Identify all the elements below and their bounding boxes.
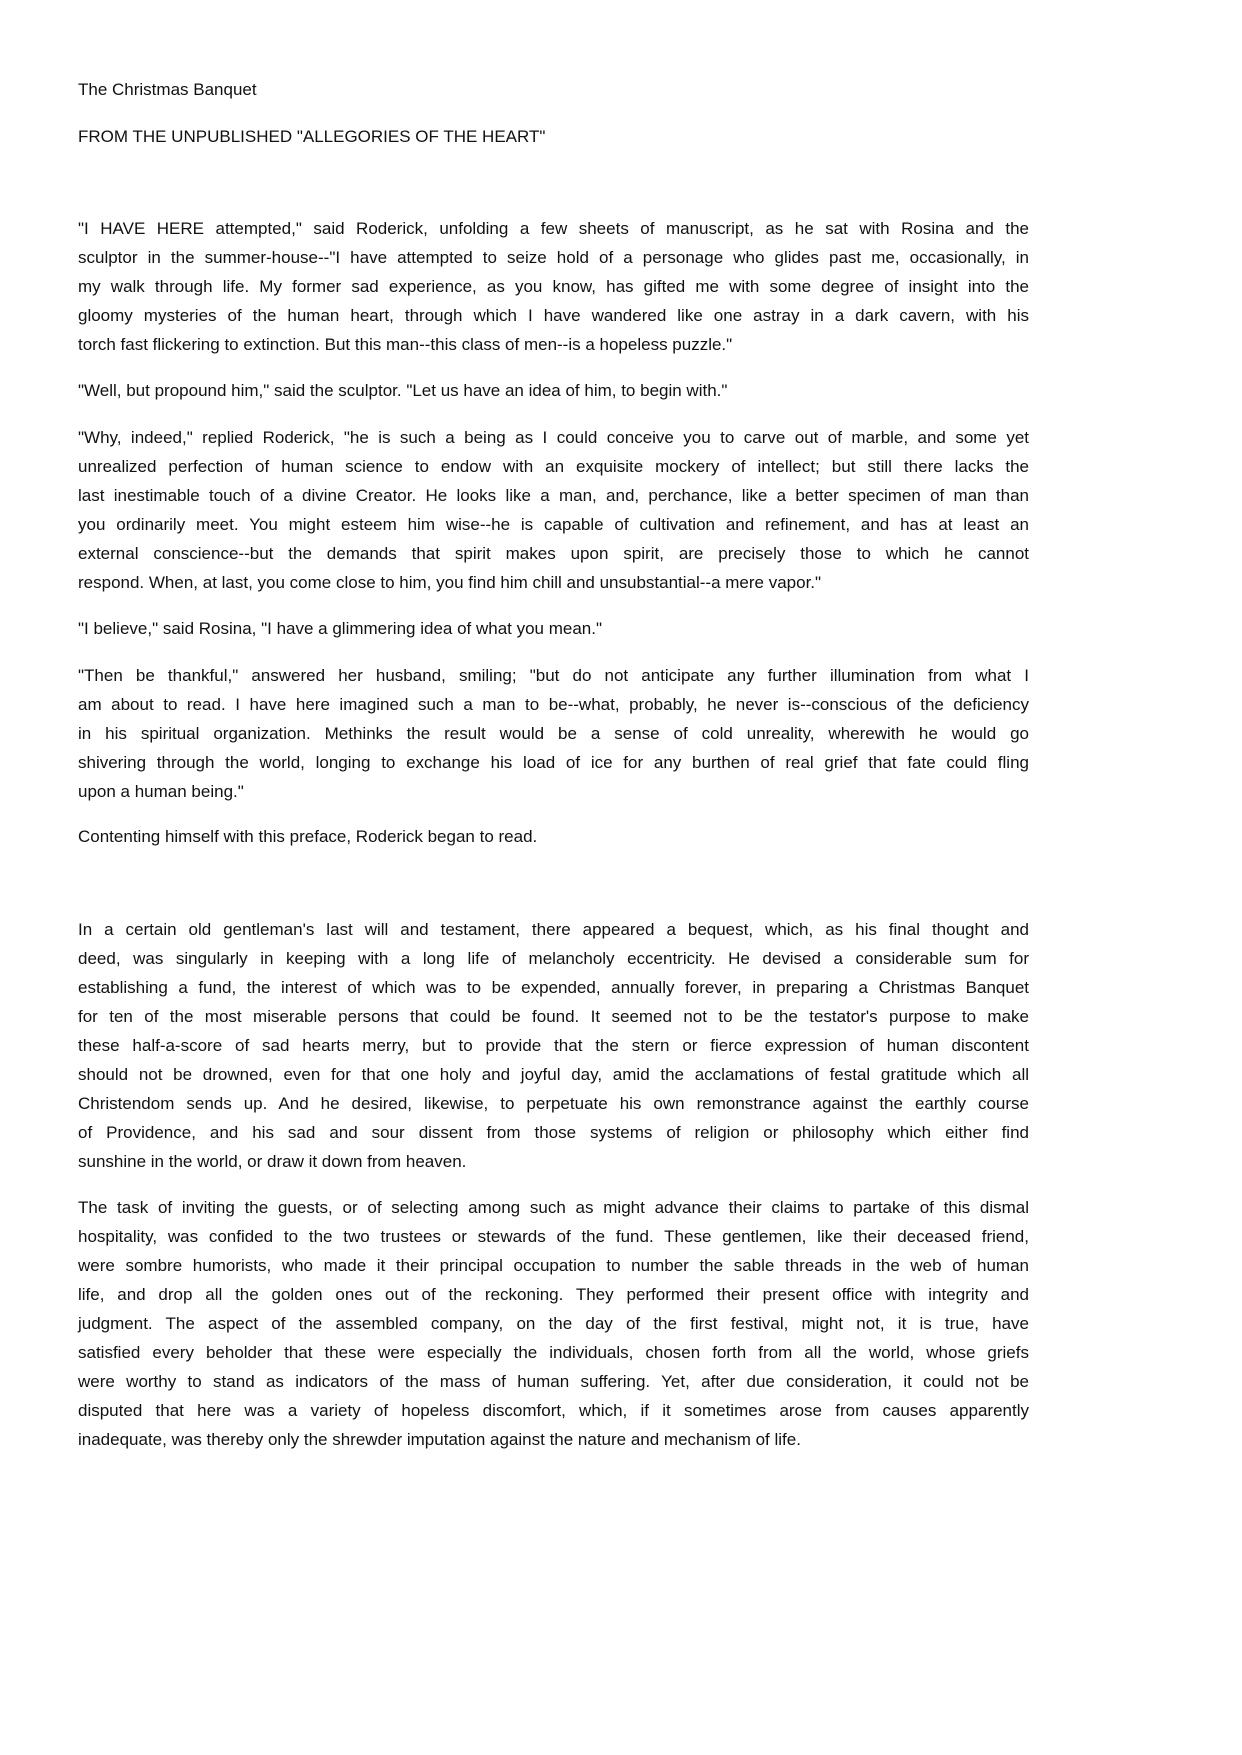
paragraph-line: my walk through life. My former sad experience, as you know, has gifted me with some degree of insight into the <box>78 277 1029 296</box>
document-title: The Christmas Banquet <box>78 80 257 99</box>
paragraph-line: these half-a-score of sad hearts merry, but to provide that the stern or fierce expression of human discontent <box>78 1036 1029 1055</box>
paragraph-line: judgment. The aspect of the assembled company, on the day of the first festival, might not, it is true, have <box>78 1314 1029 1333</box>
paragraph-line: "Why, indeed," replied Roderick, "he is such a being as I could conceive you to carve out of marble, and some yet <box>78 428 1029 447</box>
paragraph-line: life, and drop all the golden ones out of the reckoning. They performed their present office with integrity and <box>78 1285 1029 1304</box>
paragraph-line: disputed that here was a variety of hopeless discomfort, which, if it sometimes arose from causes apparently <box>78 1401 1029 1420</box>
paragraph-line: The task of inviting the guests, or of selecting among such as might advance their claims to partake of this dismal <box>78 1198 1029 1217</box>
paragraph-line: upon a human being." <box>78 782 244 801</box>
paragraph-line: satisfied every beholder that these were especially the individuals, chosen forth from all the world, whose griefs <box>78 1343 1029 1362</box>
paragraph-line: were worthy to stand as indicators of the mass of human suffering. Yet, after due consideration, it could not be <box>78 1372 1029 1391</box>
paragraph-line: am about to read. I have here imagined such a man to be--what, probably, he never is--conscious of the deficiency <box>78 695 1029 714</box>
paragraph-line: inadequate, was thereby only the shrewder imputation against the nature and mechanism of life. <box>78 1430 801 1449</box>
paragraph-line: "Well, but propound him," said the sculptor. "Let us have an idea of him, to begin with." <box>78 381 728 400</box>
paragraph-line: In a certain old gentleman's last will and testament, there appeared a bequest, which, as his final thought and <box>78 920 1029 939</box>
paragraph-line: external conscience--but the demands that spirit makes upon spirit, are precisely those to which he cannot <box>78 544 1029 563</box>
paragraph-line: Contenting himself with this preface, Roderick began to read. <box>78 827 538 846</box>
paragraph <box>78 1193 1029 1454</box>
paragraph-line: sunshine in the world, or draw it down from heaven. <box>78 1152 467 1171</box>
paragraph-line: were sombre humorists, who made it their principal occupation to number the sable threads in the web of human <box>78 1256 1029 1275</box>
paragraph-line: hospitality, was confided to the two trustees or stewards of the fund. These gentlemen, like their deceased friend, <box>78 1227 1029 1246</box>
paragraph-line: "I believe," said Rosina, "I have a glimmering idea of what you mean." <box>78 619 603 638</box>
paragraph-line: should not be drowned, even for that one holy and joyful day, amid the acclamations of festal gratitude which all <box>78 1065 1029 1084</box>
paragraph-line: last inestimable touch of a divine Creator. He looks like a man, and, perchance, like a better specimen of man than <box>78 486 1029 505</box>
paragraph-line: shivering through the world, longing to exchange his load of ice for any burthen of real grief that fate could fling <box>78 753 1029 772</box>
paragraph-line: "I HAVE HERE attempted," said Roderick, unfolding a few sheets of manuscript, as he sat with Rosina and the <box>78 219 1029 238</box>
document-subtitle: FROM THE UNPUBLISHED "ALLEGORIES OF THE HEART" <box>78 127 546 146</box>
paragraph-line: respond. When, at last, you come close to him, you find him chill and unsubstantial--a mere vapor." <box>78 573 822 592</box>
paragraph-line: for ten of the most miserable persons that could be found. It seemed not to be the testator's purpose to make <box>78 1007 1029 1026</box>
paragraph-line: you ordinarily meet. You might esteem him wise--he is capable of cultivation and refinement, and has at least an <box>78 515 1029 534</box>
paragraph-line: Christendom sends up. And he desired, likewise, to perpetuate his own remonstrance against the earthly course <box>78 1094 1029 1113</box>
paragraph <box>78 614 1029 643</box>
paragraph <box>78 214 1029 359</box>
paragraph-line: establishing a fund, the interest of which was to be expended, annually forever, in preparing a Christmas Banquet <box>78 978 1029 997</box>
paragraph-line: "Then be thankful," answered her husband, smiling; "but do not anticipate any further illumination from what I <box>78 666 1029 685</box>
paragraph-line: unrealized perfection of human science to endow with an exquisite mockery of intellect; but still there lacks the <box>78 457 1029 476</box>
paragraph-line: of Providence, and his sad and sour dissent from those systems of religion or philosophy which either find <box>78 1123 1029 1142</box>
paragraph <box>78 915 1029 1176</box>
paragraph-line: gloomy mysteries of the human heart, through which I have wandered like one astray in a dark cavern, with his <box>78 306 1029 325</box>
paragraph-line: sculptor in the summer-house--"I have attempted to seize hold of a personage who glides past me, occasionally, in <box>78 248 1029 267</box>
paragraph <box>78 376 1029 405</box>
paragraph-line: in his spiritual organization. Methinks the result would be a sense of cold unreality, wherewith he would go <box>78 724 1029 743</box>
paragraph <box>78 822 1029 851</box>
paragraph <box>78 661 1029 806</box>
paragraph <box>78 423 1029 597</box>
paragraph-line: deed, was singularly in keeping with a long life of melancholy eccentricity. He devised a considerable sum for <box>78 949 1029 968</box>
paragraph-line: torch fast flickering to extinction. But this man--this class of men--is a hopeless puzzle." <box>78 335 733 354</box>
